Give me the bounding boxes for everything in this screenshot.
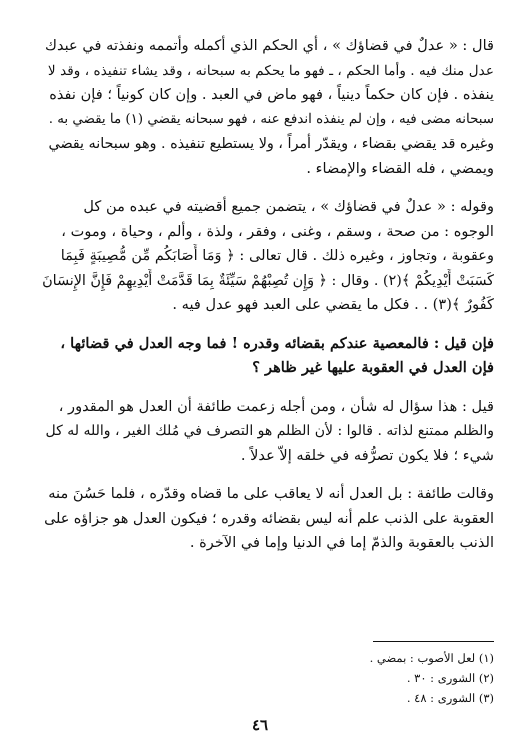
question-paragraph <box>40 332 494 381</box>
text-line: العقوبة على الذنب علم أنه ليس بقضائه وقدره ؛ فيكون العدل هو جزاؤه على <box>44 510 494 527</box>
footnote-2: (٢) الشورى : ٣٠ . <box>406 671 494 685</box>
text-line: فإن العدل في العقوبة عليها غير ظاهر ؟ <box>252 359 494 376</box>
text-line: الوجوه : من صحة ، وسقم ، وغنى ، وفقر ، ولذة ، وألم ، وحياة ، وموت ، <box>61 222 494 240</box>
paragraph-5 <box>40 482 494 556</box>
footnote-3: (٣) الشورى : ٤٨ . <box>406 691 494 705</box>
text-line: سبحانه مضى فيه ، وإن لم ينفذه اندفع عنه ، فهو سبحانه يقضي (١) ما يقضي به . <box>48 111 494 127</box>
text-line: قيل : هذا سؤال له شأن ، ومن أجله زعمت طائفة أن العدل هو المقدور ، <box>58 397 494 415</box>
text-line: عدل منك فيه . وأما الحكم ، ـ فهو ما يحكم به سبحانه ، وقد يشاء تنفيذه ، وقد لا <box>47 62 494 79</box>
paragraph-1 <box>40 34 494 181</box>
text-line: شيء ؛ فلا يكون تصرُّفه في خلقه إلاّ عدلاً . <box>240 446 494 464</box>
text-line: وغيره قد يقضي بقضاء ، ويقدّر أمراً ، ولا يستطيع تنفيذه . وهو سبحانه يقضي <box>48 136 494 152</box>
text-line: كَفُورٌ ﴾(٣) . . فكل ما يقضي على العبد فهو عدل فيه . <box>172 296 494 313</box>
text-line: وقوله : « عدلٌ في قضاؤك » ، يتضمن جميع أقضيته في عبده من كل <box>83 198 494 215</box>
paragraph-2 <box>40 195 494 318</box>
text-line: وقالت طائفة : بل العدل أنه لا يعاقب على ما قضاه وقدّره ، فلما حَسُنَ منه <box>48 485 494 502</box>
answer-paragraph <box>40 395 494 469</box>
page-number: ٤٦ <box>251 716 269 734</box>
text-line: ويمضي ، فله القضاء والإمضاء . <box>306 159 494 177</box>
text-line: وعقوبة ، وتجاوز ، وغيره ذلك . قال تعالى : ﴿ وَمَا أَصَابَكُم مِّن مُّصِيبَةٍ فَبِمَا <box>60 247 494 264</box>
text-line: قال : « عدلٌ في قضاؤك » ، أي الحكم الذي أكمله وأتممه ونفذته في عبدك <box>44 37 494 54</box>
text-line: كَسَبَتْ أَيْدِيكُمْ ﴾(٢) . وقال : ﴿ وَإِن تُصِبْهُمْ سَيِّئَةٌ بِمَا قَدَّمَتْ أَيْدِيهِمْ فَإِنَّ الإِنسَانَ <box>42 272 494 289</box>
footnote-1: (١) لعل الأصوب : بمضي . <box>369 651 494 665</box>
main-text <box>40 34 494 570</box>
footnotes <box>300 648 494 708</box>
text-line: الذنب بالعقوبة والذمّ إما في الدنيا وإما في الآخرة . <box>189 534 494 551</box>
footnote-divider <box>373 641 494 642</box>
text-line: والظلم ممتنع لذاته . قالوا : لأن الظلم هو التصرف في مُلك الغير ، والله له كل <box>45 423 494 439</box>
text-line: فإن قيل : فالمعصية عندكم بقضائه وقدره ! فما وجه العدل في قضائها ، <box>60 334 494 352</box>
text-line: ينفذه . فإن كان حكماً دينياً ، فهو ماض في العبد . وإن كان كونياً ؛ فإن نفذه <box>49 86 494 103</box>
